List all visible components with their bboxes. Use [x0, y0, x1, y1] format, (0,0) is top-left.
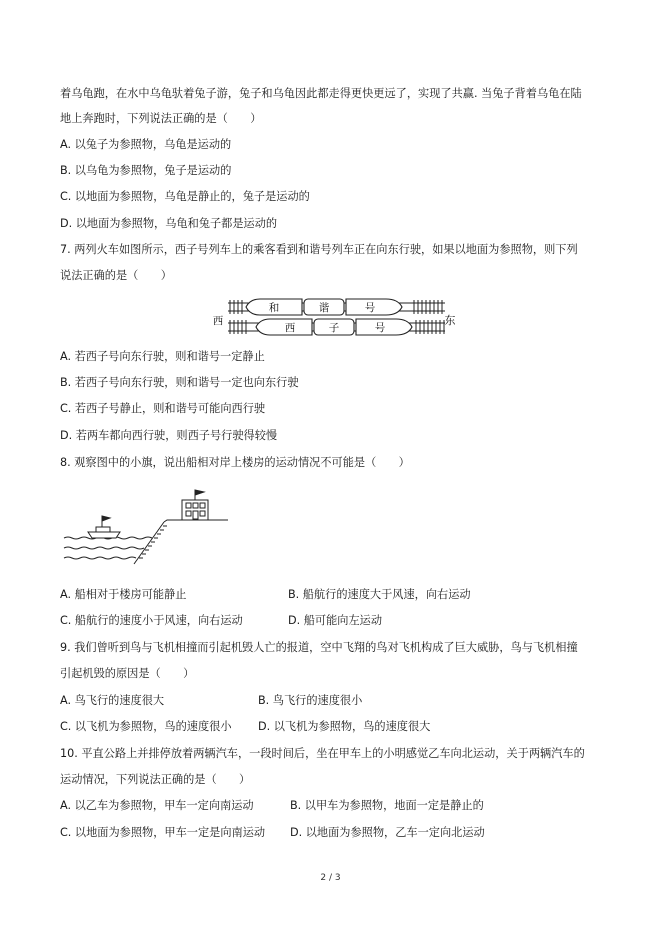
q6-option-d: D. 以地面为参照物，乌龟和兔子都是运动的: [60, 217, 278, 230]
q10-option-a: A. 以乙车为参照物，甲车一定向南运动: [60, 799, 254, 812]
q10-stem-line1: 10. 平直公路上并排停放着两辆汽车，一段时间后，坐在甲车上的小明感觉乙车向北运动，关于两辆汽车的: [60, 747, 585, 760]
building-flag: [195, 490, 204, 495]
q6-stem-line1: 着乌龟跑，在水中乌龟驮着兔子游，兔子和乌龟因此都走得更快更远了，实现了共赢. 当兔子背着乌龟在陆: [60, 87, 582, 100]
water-wave-3: [64, 557, 136, 559]
bottom-train-label-2: 子: [328, 322, 340, 334]
building: [182, 490, 208, 520]
q8-option-c: C. 船航行的速度小于风速，向右运动: [60, 614, 243, 627]
q6-option-b: B. 以乌龟为参照物，兔子是运动的: [60, 164, 232, 177]
boat: [88, 516, 120, 538]
q8-option-a: A. 船相对于楼房可能静止: [60, 588, 187, 601]
q9-option-b: B. 鸟飞行的速度很小: [258, 694, 363, 707]
bottom-train-label-3: 号: [374, 322, 386, 334]
q9-stem-line2: 引起机毁的原因是（ ）: [60, 667, 195, 680]
q9-option-a: A. 鸟飞行的速度很大: [60, 694, 165, 707]
q9-option-c: C. 以飞机为参照物，鸟的速度很小: [60, 720, 232, 733]
q10-option-c: C. 以地面为参照物，甲车一定是向南运动: [60, 826, 266, 839]
q6-option-a: A. 以兔子为参照物，乌龟是运动的: [60, 138, 232, 151]
q9-option-d: D. 以飞机为参照物，鸟的速度很大: [258, 720, 431, 733]
q7-train-figure: [210, 292, 455, 344]
q10-stem-line2: 运动情况，下列说法正确的是（ ）: [60, 773, 251, 786]
water-wave-2: [64, 547, 144, 549]
q8-stem: 8. 观察图中的小旗，说出船相对岸上楼房的运动情况不可能是（ ）: [60, 456, 410, 469]
top-train-label-3: 号: [364, 302, 376, 314]
q7-option-b: B. 若西子号向东行驶，则和谐号一定也向东行驶: [60, 376, 299, 389]
east-label: 东: [444, 314, 455, 327]
q10-option-d: D. 以地面为参照物，乙车一定向北运动: [290, 826, 485, 839]
q6-stem-line2: 地上奔跑时，下列说法正确的是（ ）: [60, 112, 262, 125]
q9-stem-line1: 9. 我们曾听到鸟与飞机相撞而引起机毁人亡的报道，空中飞翔的鸟对飞机构成了巨大威胁，鸟与飞机相撞: [60, 641, 578, 654]
bottom-train-label-1: 西: [284, 322, 296, 334]
q7-option-d: D. 若两车都向西行驶，则西子号行驶得较慢: [60, 429, 278, 442]
top-train-label-1: 和: [268, 302, 280, 314]
q8-option-b: B. 船航行的速度大于风速，向右运动: [288, 588, 471, 601]
boat-flag: [102, 516, 110, 521]
q10-option-b: B. 以甲车为参照物，地面一定是静止的: [290, 799, 484, 812]
q8-option-d: D. 船可能向左运动: [288, 614, 383, 627]
q7-option-c: C. 若西子号静止，则和谐号可能向西行驶: [60, 402, 266, 415]
q7-option-a: A. 若西子号向东行驶，则和谐号一定静止: [60, 350, 265, 363]
page-number: 2 / 3: [320, 873, 341, 883]
q6-option-c: C. 以地面为参照物，乌龟是静止的，兔子是运动的: [60, 190, 310, 203]
q8-boat-building-figure: [62, 488, 232, 568]
q7-stem-line2: 说法正确的是（ ）: [60, 269, 172, 282]
top-train-label-2: 谐: [318, 302, 330, 314]
q7-stem-line1: 7. 两列火车如图所示，西子号列车上的乘客看到和谐号列车正在向东行驶，如果以地面为参照物，则下列: [60, 243, 578, 256]
west-label: 西: [212, 315, 224, 327]
